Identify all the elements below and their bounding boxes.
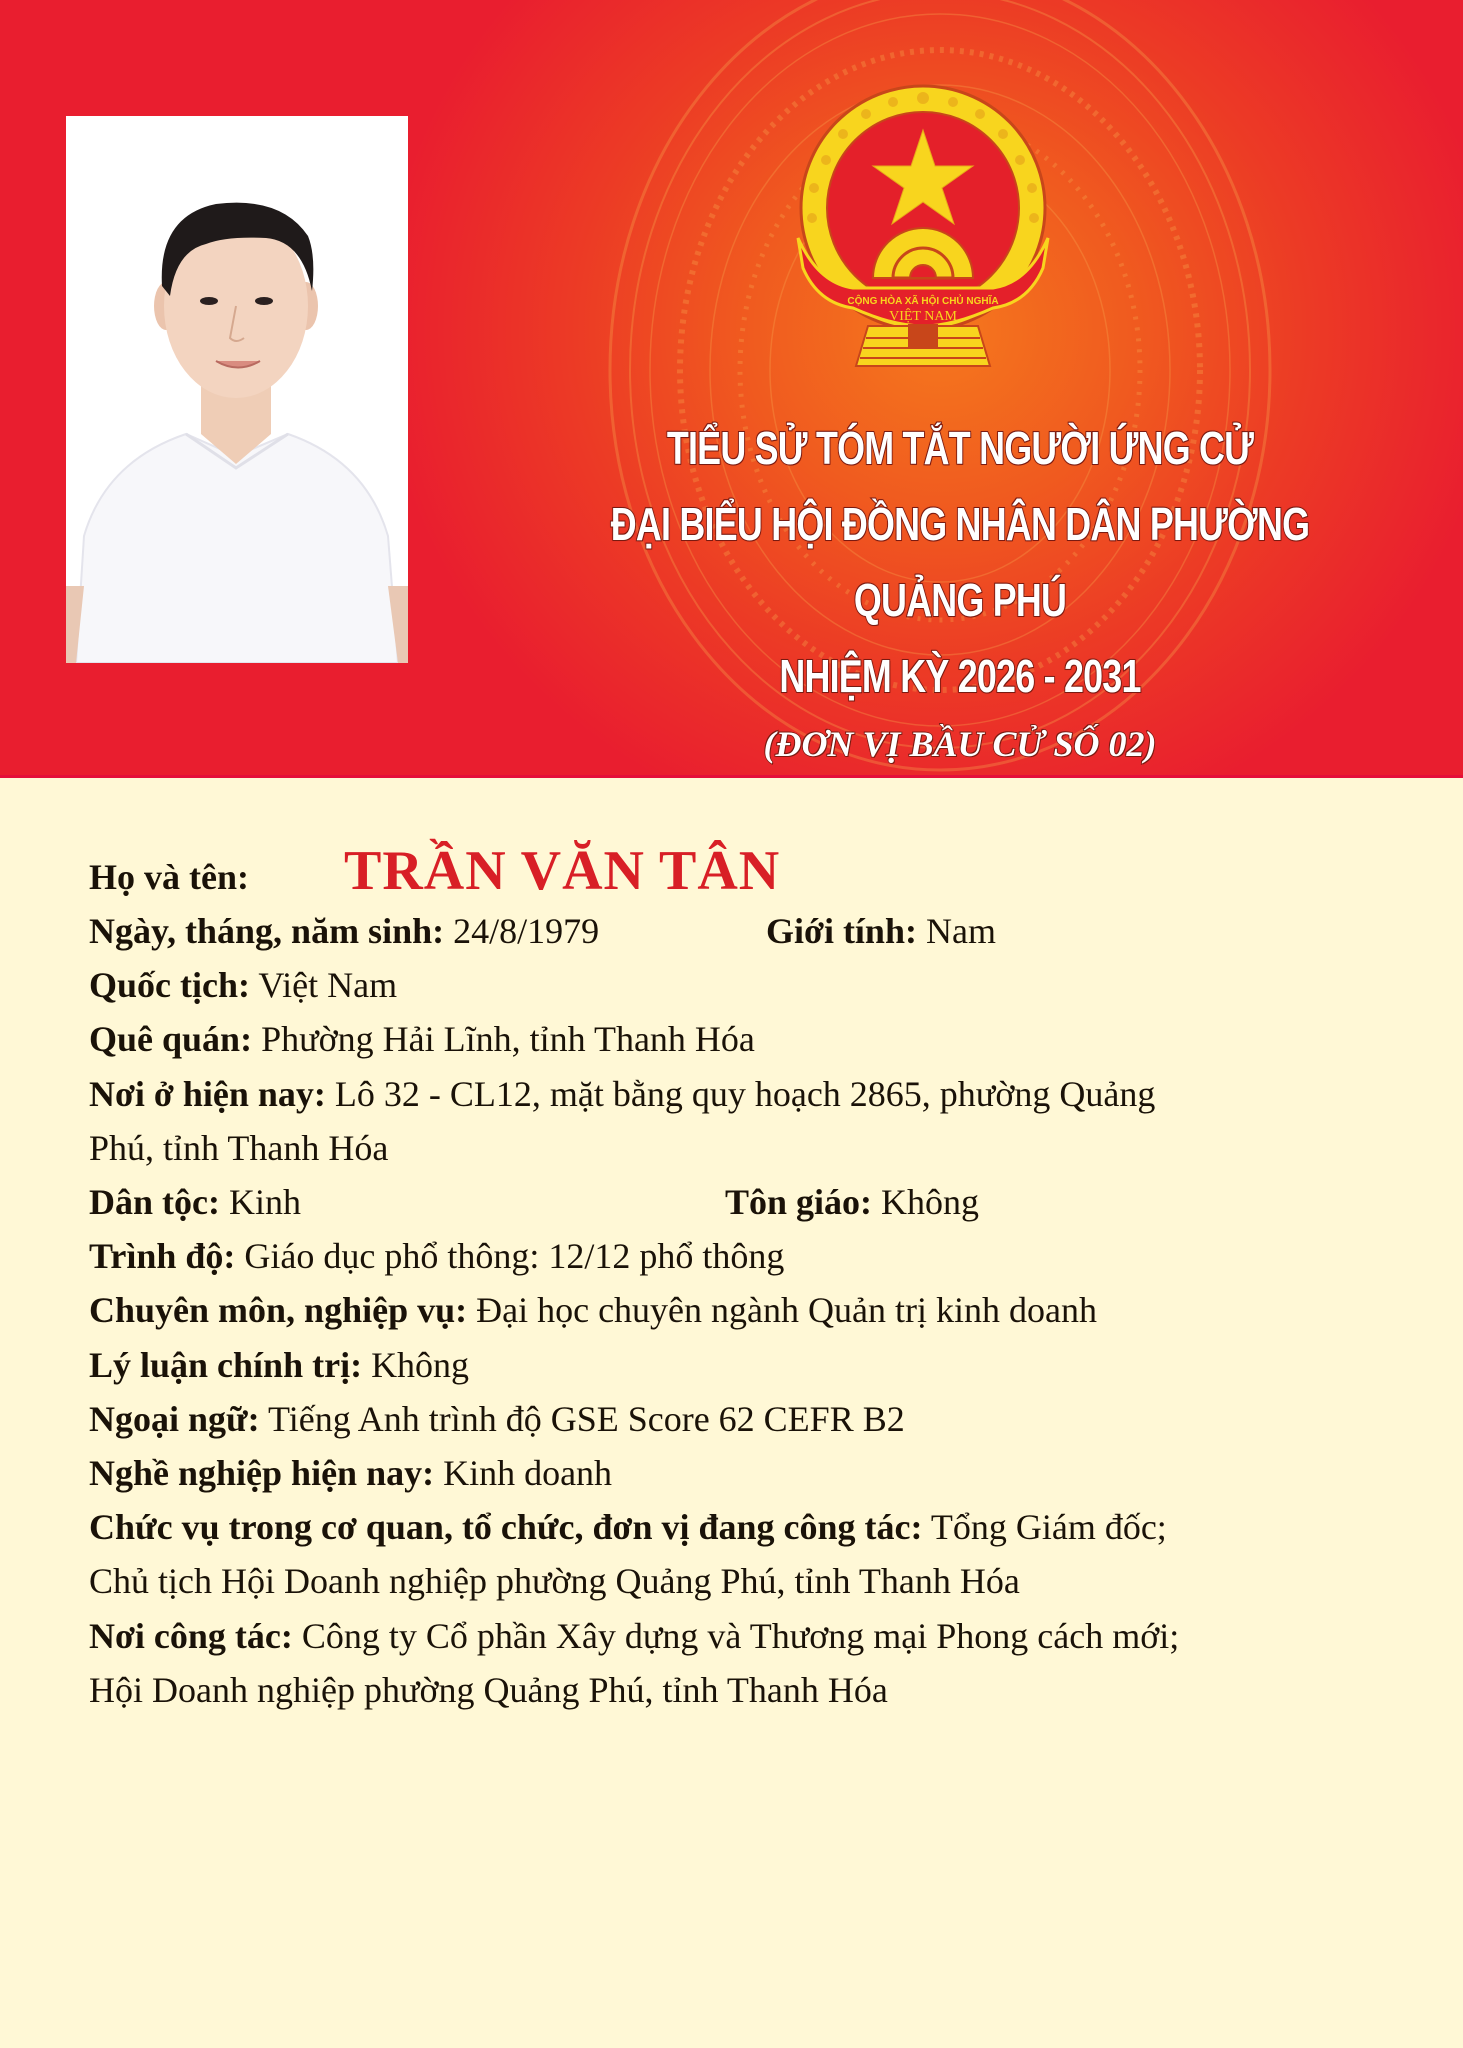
svg-text:CỘNG HÒA XÃ HỘI CHỦ NGHĨA: CỘNG HÒA XÃ HỘI CHỦ NGHĨA — [847, 296, 999, 307]
religion-value: Không — [881, 1182, 980, 1223]
document-title — [470, 410, 1450, 772]
nationality-value: Việt Nam — [258, 965, 398, 1006]
education-label: Trình độ: — [89, 1236, 236, 1277]
workplace-value-line2: Hội Doanh nghiệp phường Quảng Phú, tỉnh Thanh Hóa — [89, 1669, 888, 1710]
dob-value: 24/8/1979 — [453, 911, 600, 951]
residence-value-line1: Lô 32 - CL12, mặt bằng quy hoạch 2865, phường Quảng — [334, 1073, 1156, 1114]
field-foreign-language — [89, 1392, 1409, 1446]
field-specialty — [89, 1283, 1409, 1337]
gender-value: Nam — [925, 911, 996, 951]
title-line-1: TIỂU SỬ TÓM TẮT NGƯỜI ỨNG CỬ — [666, 422, 1254, 474]
field-hometown — [89, 1012, 1409, 1066]
candidate-name: TRẦN VĂN TÂN — [344, 840, 781, 902]
political-theory-label: Lý luận chính trị: — [89, 1344, 363, 1385]
electoral-unit-subtitle: (ĐƠN VỊ BẦU CỬ SỐ 02) — [763, 724, 1157, 764]
field-workplace — [89, 1609, 1409, 1663]
position-value-line2: Chủ tịch Hội Doanh nghiệp phường Quảng Phú, tỉnh Thanh Hóa — [89, 1561, 1020, 1602]
field-dob-gender — [89, 904, 1409, 958]
field-ethnicity-religion — [89, 1175, 1409, 1229]
dob-label: Ngày, tháng, năm sinh: — [89, 911, 445, 951]
full-name-label: Họ và tên: — [89, 857, 249, 897]
nationality-label: Quốc tịch: — [89, 965, 250, 1006]
religion-label: Tôn giáo: — [725, 1182, 873, 1223]
foreign-language-value: Tiếng Anh trình độ GSE Score 62 CEFR B2 — [267, 1398, 905, 1439]
foreign-language-label: Ngoại ngữ: — [89, 1398, 260, 1439]
political-theory-value: Không — [371, 1344, 470, 1385]
ethnicity-label: Dân tộc: — [89, 1182, 220, 1223]
candidate-portrait-icon — [66, 116, 408, 663]
workplace-value-line1: Công ty Cổ phần Xây dựng và Thương mại Phong cách mới; — [301, 1615, 1180, 1656]
residence-value-line2: Phú, tỉnh Thanh Hóa — [89, 1127, 389, 1168]
field-position — [89, 1500, 1409, 1554]
position-label: Chức vụ trong cơ quan, tổ chức, đơn vị đang công tác: — [89, 1507, 923, 1548]
religion-field — [725, 1175, 979, 1229]
field-position-cont — [89, 1554, 1409, 1608]
position-value-line1: Tổng Giám đốc; — [930, 1507, 1167, 1548]
occupation-label: Nghề nghiệp hiện nay: — [89, 1453, 435, 1494]
field-occupation — [89, 1446, 1409, 1500]
field-residence — [89, 1067, 1409, 1121]
field-political-theory — [89, 1338, 1409, 1392]
gender-field — [766, 904, 996, 958]
occupation-value: Kinh doanh — [443, 1453, 613, 1494]
hometown-label: Quê quán: — [89, 1019, 253, 1060]
field-education — [89, 1229, 1409, 1283]
title-line-2: ĐẠI BIỂU HỘI ĐỒNG NHÂN DÂN PHƯỜNG QUẢNG PHÚ — [610, 498, 1310, 626]
title-line-3: NHIỆM KỲ 2026 - 2031 — [779, 650, 1141, 702]
candidate-profile — [89, 838, 1409, 1717]
header-banner — [0, 0, 1463, 778]
hometown-value: Phường Hải Lĩnh, tỉnh Thanh Hóa — [261, 1019, 755, 1060]
residence-label: Nơi ở hiện nay: — [89, 1073, 326, 1114]
svg-text:VIỆT NAM: VIỆT NAM — [889, 309, 957, 324]
specialty-label: Chuyên môn, nghiệp vụ: — [89, 1290, 468, 1331]
vietnam-national-emblem-icon — [778, 68, 1068, 368]
ethnicity-value: Kinh — [228, 1182, 301, 1223]
specialty-value: Đại học chuyên ngành Quản trị kinh doanh — [476, 1290, 1097, 1331]
field-workplace-cont — [89, 1663, 1409, 1717]
field-nationality — [89, 958, 1409, 1012]
education-value: Giáo dục phổ thông: 12/12 phổ thông — [244, 1236, 785, 1277]
gender-label: Giới tính: — [766, 911, 917, 951]
field-residence-cont — [89, 1121, 1409, 1175]
field-full-name — [89, 838, 1409, 904]
candidate-photo — [66, 116, 408, 663]
workplace-label: Nơi công tác: — [89, 1615, 293, 1656]
